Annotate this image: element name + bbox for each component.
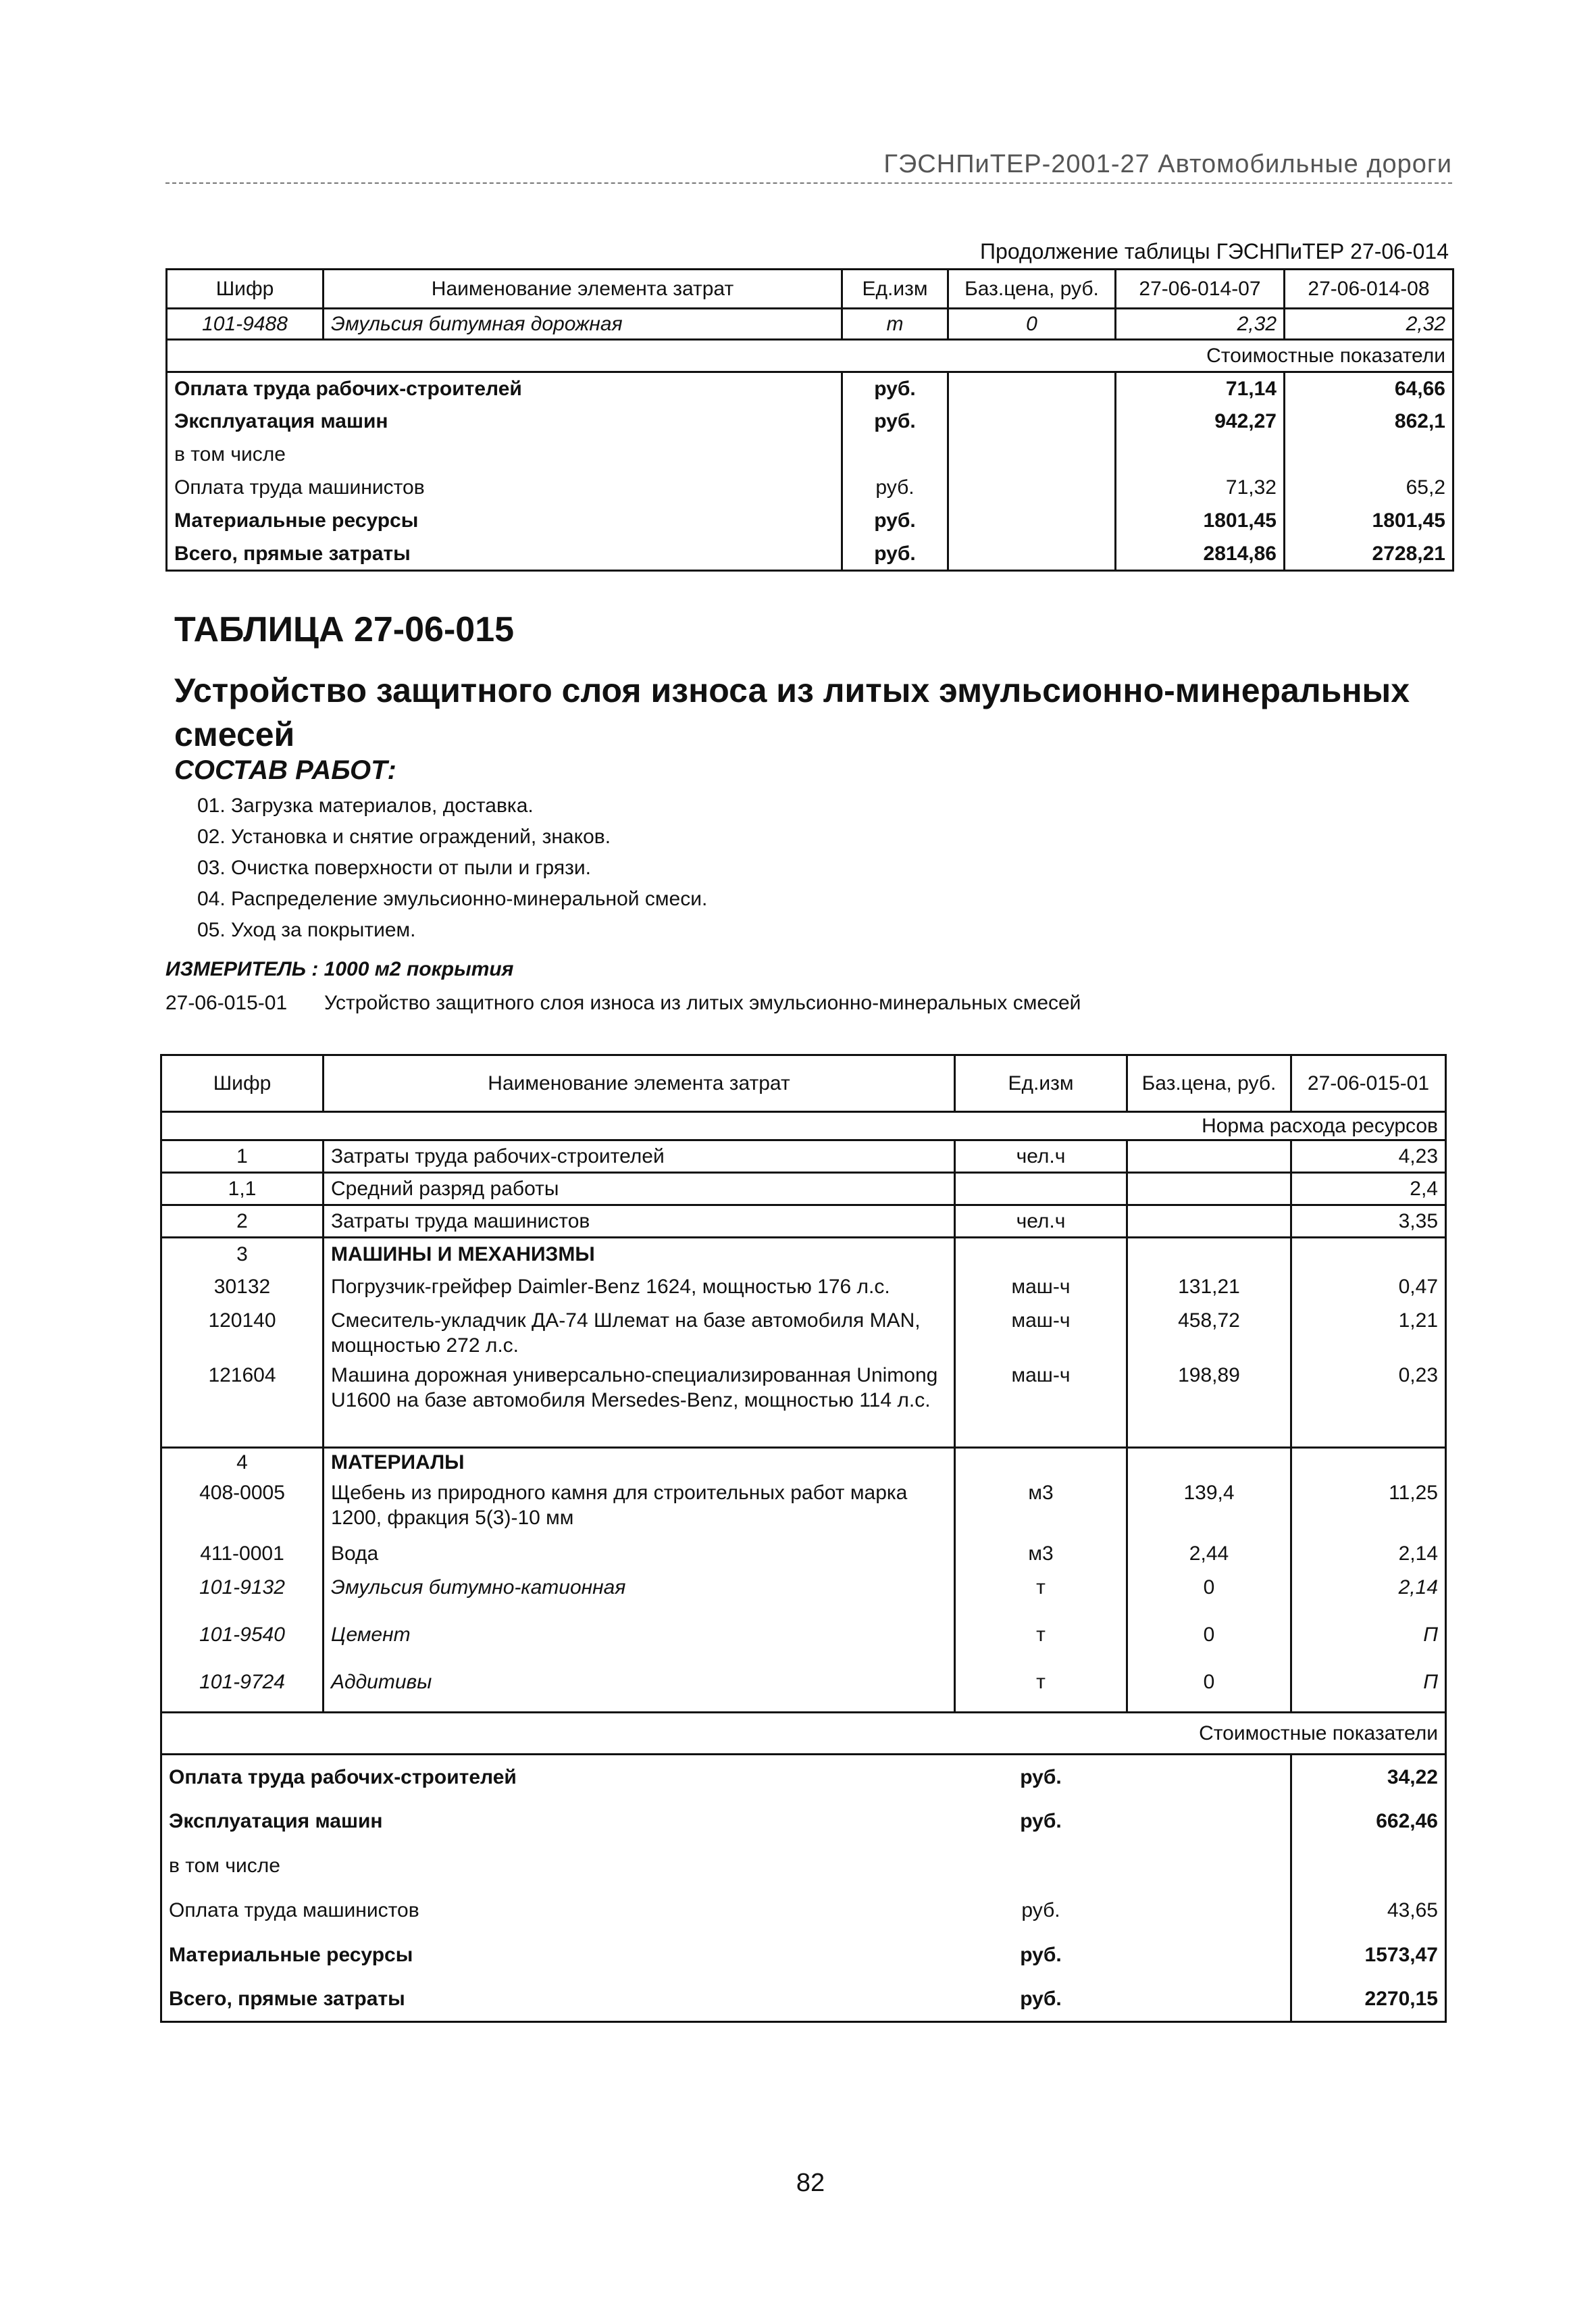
cost-value-2: 1801,45 [1285,505,1453,538]
cost-value-2: 2728,21 [1285,538,1453,571]
table-row [161,1205,1446,1238]
cell-unit: маш-ч [955,1304,1127,1359]
table-27-06-014-continuation [165,268,1454,572]
cost-unit: руб. [1021,1898,1060,1921]
cost-value: 43,65 [1291,1888,1446,1933]
cell-unit: м3 [955,1537,1127,1571]
work-item: 05. Уход за покрытием. [197,919,416,941]
table-row [161,1270,1446,1304]
cost-price [1127,1888,1291,1933]
cost-price [1127,1755,1291,1799]
cell-code: 30132 [161,1270,324,1304]
cell-name: МАТЕРИАЛЫ [324,1448,955,1476]
cell-v2: 2,32 [1285,309,1453,340]
cost-value: 662,46 [1291,1799,1446,1844]
cell-value: П [1291,1665,1446,1713]
cell-value: 2,4 [1291,1173,1446,1205]
cost-unit [842,438,948,472]
table-title: ТАБЛИЦА 27-06-015 [174,610,515,649]
cell-name: Средний разряд работы [324,1173,955,1205]
work-item: 04. Распределение эмульсионно-минеральной смеси. [197,888,708,910]
cost-value-2: 65,2 [1285,472,1453,505]
cost-unit: руб. [842,472,948,505]
cost-unit: руб. [842,372,948,405]
cell-name: Машина дорожная универсально-специализированная Unimong U1600 на базе автомобиля Mersedes-Benz, мощностью 114 л.с. [324,1359,955,1448]
cell-code: 408-0005 [161,1476,324,1537]
cost-price [948,438,1116,472]
cell-value: 4,23 [1291,1140,1446,1173]
section-row [167,340,1453,372]
cell-unit: чел.ч [955,1140,1127,1173]
cost-row [167,372,1453,405]
table-row [161,1537,1446,1571]
cell-code: 1,1 [161,1173,324,1205]
cost-value [1291,1844,1446,1888]
cost-row [167,472,1453,505]
cell-name: Смеситель-укладчик ДА-74 Шлемат на базе автомобиля MAN, мощностью 272 л.с. [324,1304,955,1359]
cell-code: 1 [161,1140,324,1173]
cell-code: 4 [161,1448,324,1476]
work-item: 01. Загрузка материалов, доставка. [197,795,534,817]
page-number: 82 [796,2169,825,2197]
cost-value-1: 2814,86 [1116,538,1285,571]
cost-price [1127,1978,1291,2022]
cost-label: Оплата труда машинистов [167,472,842,505]
cell-value: 0,47 [1291,1270,1446,1304]
norm-code: 27-06-015-01 [165,992,288,1014]
cell-code: 101-9540 [161,1618,324,1665]
cell-value: 2,14 [1291,1571,1446,1618]
cost-value-1: 71,14 [1116,372,1285,405]
cell-code: 411-0001 [161,1537,324,1571]
cost-row [167,538,1453,571]
section-row [161,1713,1446,1755]
column-header: 27-06-015-01 [1291,1055,1446,1112]
table-row [161,1238,1446,1270]
header-rule [165,182,1452,184]
cell-name: Аддитивы [324,1665,955,1713]
work-item: 02. Установка и снятие ограждений, знаков. [197,826,611,848]
cell-price [1127,1448,1291,1476]
running-header: ГЭСНПиТЕР-2001-27 Автомобильные дороги [883,150,1452,178]
table-row [167,309,1453,340]
cell-unit [955,1448,1127,1476]
cost-value-1: 1801,45 [1116,505,1285,538]
cell-price: 198,89 [1127,1359,1291,1448]
cost-value-1: 942,27 [1116,405,1285,438]
cost-unit: руб. [842,505,948,538]
cost-label: Эксплуатация машин [161,1799,955,1844]
column-header: Ед.изм [955,1055,1127,1112]
cell-name: Вода [324,1537,955,1571]
cell-price: 0 [948,309,1116,340]
cost-label: Всего, прямые затраты [167,538,842,571]
cell-name: Затраты труда рабочих-строителей [324,1140,955,1173]
cell-value [1291,1448,1446,1476]
cost-row [161,1933,1446,1978]
cost-label: Материальные ресурсы [161,1933,955,1978]
section-heading: Устройство защитного слоя износа из литых эмульсионно-минеральных смесей [174,672,1410,753]
table-row [161,1448,1446,1476]
cost-price [948,372,1116,405]
cost-label: Оплата труда рабочих-строителей [161,1755,955,1799]
cell-value: 2,14 [1291,1537,1446,1571]
cell-price: 2,44 [1127,1537,1291,1571]
cost-unit: руб. [842,538,948,571]
cost-label: Оплата труда машинистов [161,1888,955,1933]
table-row [161,1173,1446,1205]
cell-price: 131,21 [1127,1270,1291,1304]
cost-row [161,1978,1446,2022]
cost-label: Материальные ресурсы [167,505,842,538]
cost-row [167,438,1453,472]
cell-unit: т [955,1665,1127,1713]
cost-label: Всего, прямые затраты [161,1978,955,2022]
sostav-label: СОСТАВ РАБОТ: [174,755,396,785]
section-label: Стоимостные показатели [161,1713,1446,1755]
table-row [161,1140,1446,1173]
cost-unit: руб. [842,405,948,438]
norm-label: Норма расхода ресурсов [161,1112,1446,1140]
cost-value-1 [1116,438,1285,472]
cell-unit: т [955,1571,1127,1618]
cell-unit [955,1173,1127,1205]
cost-price [1127,1933,1291,1978]
cell-code: 101-9724 [161,1665,324,1713]
cell-unit [955,1238,1127,1270]
cost-unit: руб. [1020,1943,1062,1966]
cell-value: П [1291,1618,1446,1665]
cell-unit: маш-ч [955,1270,1127,1304]
cost-price [1127,1799,1291,1844]
table-continuation-caption: Продолжение таблицы ГЭСНПиТЕР 27-06-014 [980,239,1449,263]
cell-price: 0 [1127,1665,1291,1713]
cost-unit: руб. [1020,1809,1062,1832]
table-header-row [167,270,1453,309]
cell-price: 0 [1127,1571,1291,1618]
table-row [161,1618,1446,1665]
cell-value: 11,25 [1291,1476,1446,1537]
cell-unit: т [842,309,948,340]
cost-price [948,405,1116,438]
cell-code: 2 [161,1205,324,1238]
work-item: 03. Очистка поверхности от пыли и грязи. [197,857,591,879]
cell-name: Погрузчик-грейфер Daimler-Benz 1624, мощностью 176 л.с. [324,1270,955,1304]
cost-value: 2270,15 [1291,1978,1446,2022]
izmeritel: ИЗМЕРИТЕЛЬ : 1000 м2 покрытия [165,958,514,980]
cell-name: Затраты труда машинистов [324,1205,955,1238]
norm-code-desc: Устройство защитного слоя износа из литых эмульсионно-минеральных смесей [324,992,1081,1014]
cell-v1: 2,32 [1116,309,1285,340]
cell-name: Эмульсия битумная дорожная [324,309,842,340]
table-row [161,1665,1446,1713]
cost-unit [955,1844,1127,1888]
table-row [161,1476,1446,1537]
cell-price: 458,72 [1127,1304,1291,1359]
table-row [161,1359,1446,1448]
column-header: 27-06-014-07 [1116,270,1285,309]
cell-code: 121604 [161,1359,324,1448]
norm-code-line [165,992,1081,1015]
cost-value-2: 862,1 [1285,405,1453,438]
cell-price [1127,1238,1291,1270]
column-header: Ед.изм [842,270,948,309]
cell-name: Эмульсия битумно-катионная [324,1571,955,1618]
column-header: Шифр [167,270,324,309]
cost-row [161,1844,1446,1888]
works-list [197,790,707,946]
cell-name: Щебень из природного камня для строительных работ марка 1200, фракция 5(3)-10 мм [324,1476,955,1537]
cell-value [1291,1238,1446,1270]
column-header: Баз.цена, руб. [948,270,1116,309]
cell-unit: чел.ч [955,1205,1127,1238]
cost-unit: руб. [955,1978,1127,2022]
table-row [161,1304,1446,1359]
cost-value: 1573,47 [1291,1933,1446,1978]
cost-value-1: 71,32 [1116,472,1285,505]
cell-code: 120140 [161,1304,324,1359]
cell-price: 139,4 [1127,1476,1291,1537]
cost-row [167,405,1453,438]
cell-code: 101-9488 [167,309,324,340]
cost-price [948,538,1116,571]
cost-label: Оплата труда рабочих-строителей [167,372,842,405]
column-header: Баз.цена, руб. [1127,1055,1291,1112]
section-label: Стоимостные показатели [167,340,1453,372]
cell-name: МАШИНЫ И МЕХАНИЗМЫ [324,1238,955,1270]
cost-label: Эксплуатация машин [167,405,842,438]
cell-unit: м3 [955,1476,1127,1537]
cost-price [948,472,1116,505]
column-header: 27-06-014-08 [1285,270,1453,309]
cell-price [1127,1205,1291,1238]
table-row [161,1571,1446,1618]
cell-unit: т [955,1618,1127,1665]
cost-price [948,505,1116,538]
cost-value-2 [1285,438,1453,472]
cell-price: 0 [1127,1618,1291,1665]
cell-value: 0,23 [1291,1359,1446,1448]
cost-unit: руб. [1020,1765,1062,1788]
cost-row [167,505,1453,538]
cost-value-2: 64,66 [1285,372,1453,405]
column-header: Наименование элемента затрат [324,1055,955,1112]
cell-code: 101-9132 [161,1571,324,1618]
cost-price [1127,1844,1291,1888]
cost-row [161,1755,1446,1799]
table-27-06-015 [160,1054,1447,2023]
cell-value: 3,35 [1291,1205,1446,1238]
cost-row [161,1799,1446,1844]
cost-row [161,1888,1446,1933]
cost-label: в том числе [161,1844,955,1888]
cell-code: 3 [161,1238,324,1270]
cell-price [1127,1140,1291,1173]
column-header: Наименование элемента затрат [324,270,842,309]
cost-label: в том числе [167,438,842,472]
cell-price [1127,1173,1291,1205]
table-header-row [161,1055,1446,1112]
cell-value: 1,21 [1291,1304,1446,1359]
cost-value: 34,22 [1291,1755,1446,1799]
norm-row [161,1112,1446,1140]
column-header: Шифр [161,1055,324,1112]
cell-unit: маш-ч [955,1359,1127,1448]
cell-name: Цемент [324,1618,955,1665]
